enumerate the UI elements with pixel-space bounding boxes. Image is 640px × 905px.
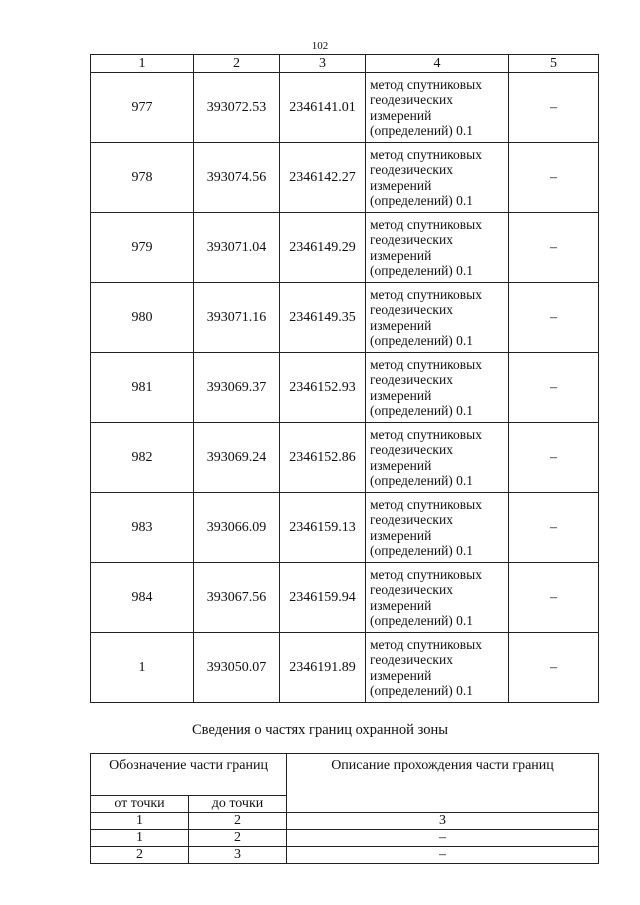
- designation-header: Обозначение части границ: [91, 754, 287, 796]
- method-line: геодезических: [370, 162, 453, 177]
- method-line: измерений: [370, 527, 432, 543]
- description-cell: –: [287, 830, 599, 847]
- from-point-cell: 2: [91, 847, 189, 864]
- coordinate-row: [91, 283, 599, 353]
- description-cell: –: [287, 847, 599, 864]
- x-coordinate-cell: 393071.04: [194, 213, 280, 283]
- method-description-cell: [366, 353, 509, 423]
- coordinate-row: [91, 213, 599, 283]
- x-coordinate-cell: 393069.37: [194, 353, 280, 423]
- method-line: метод спутниковых: [370, 216, 482, 232]
- method-line: (определений) 0.1: [370, 543, 474, 558]
- to-point-cell: 3: [189, 847, 287, 864]
- method-line: геодезических: [370, 582, 453, 597]
- coordinate-row: [91, 73, 599, 143]
- parts-header-row: [91, 754, 599, 796]
- y-coordinate-cell: 2346159.13: [280, 493, 366, 563]
- method-line: измерений: [370, 107, 432, 123]
- method-line: геодезических: [370, 372, 453, 387]
- method-line: (определений) 0.1: [370, 193, 474, 208]
- note-cell: –: [509, 73, 599, 143]
- method-description-cell: [366, 633, 509, 703]
- description-header: Описание прохождения части границ: [287, 754, 599, 813]
- note-cell: –: [509, 353, 599, 423]
- from-point-cell: 1: [91, 830, 189, 847]
- method-line: измерений: [370, 247, 432, 263]
- method-line: геодезических: [370, 442, 453, 457]
- method-line: метод спутниковых: [370, 426, 482, 442]
- method-description-cell: [366, 143, 509, 213]
- method-line: метод спутниковых: [370, 496, 482, 512]
- method-line: измерений: [370, 177, 432, 193]
- method-line: (определений) 0.1: [370, 473, 474, 488]
- x-coordinate-cell: 393071.16: [194, 283, 280, 353]
- method-description-cell: [366, 493, 509, 563]
- method-line: метод спутниковых: [370, 146, 482, 162]
- method-line: (определений) 0.1: [370, 403, 474, 418]
- method-line: метод спутниковых: [370, 566, 482, 582]
- method-description-cell: [366, 73, 509, 143]
- coordinate-row: [91, 423, 599, 493]
- method-line: измерений: [370, 317, 432, 333]
- note-cell: –: [509, 563, 599, 633]
- section-caption: Сведения о частях границ охранной зоны: [192, 722, 448, 738]
- method-line: измерений: [370, 597, 432, 613]
- method-line: геодезических: [370, 302, 453, 317]
- method-line: измерений: [370, 387, 432, 403]
- note-cell: –: [509, 493, 599, 563]
- method-line: (определений) 0.1: [370, 683, 474, 698]
- method-line: геодезических: [370, 512, 453, 527]
- point-number-cell: 978: [91, 143, 194, 213]
- y-coordinate-cell: 2346152.86: [280, 423, 366, 493]
- coordinate-row: [91, 563, 599, 633]
- method-line: геодезических: [370, 652, 453, 667]
- point-number-cell: 983: [91, 493, 194, 563]
- point-number-cell: 981: [91, 353, 194, 423]
- note-cell: –: [509, 213, 599, 283]
- method-line: (определений) 0.1: [370, 333, 474, 348]
- column-header-5: 5: [509, 55, 599, 73]
- y-coordinate-cell: 2346149.29: [280, 213, 366, 283]
- to-point-header: до точки: [189, 796, 287, 813]
- method-line: метод спутниковых: [370, 636, 482, 652]
- coordinate-row: [91, 633, 599, 703]
- point-number-cell: 979: [91, 213, 194, 283]
- y-coordinate-cell: 2346152.93: [280, 353, 366, 423]
- y-coordinate-cell: 2346191.89: [280, 633, 366, 703]
- point-number-cell: 984: [91, 563, 194, 633]
- y-coordinate-cell: 2346149.35: [280, 283, 366, 353]
- point-number-cell: 1: [91, 633, 194, 703]
- method-line: (определений) 0.1: [370, 123, 474, 138]
- y-coordinate-cell: 2346159.94: [280, 563, 366, 633]
- note-cell: –: [509, 143, 599, 213]
- to-point-cell: 2: [189, 830, 287, 847]
- point-number-cell: 982: [91, 423, 194, 493]
- method-line: (определений) 0.1: [370, 613, 474, 628]
- x-coordinate-cell: 393050.07: [194, 633, 280, 703]
- column-header-1: 1: [91, 55, 194, 73]
- x-coordinate-cell: 393074.56: [194, 143, 280, 213]
- point-number-cell: 980: [91, 283, 194, 353]
- note-cell: –: [509, 633, 599, 703]
- coordinates-table: [90, 54, 599, 703]
- note-cell: –: [509, 283, 599, 353]
- method-description-cell: [366, 213, 509, 283]
- from-point-header: от точки: [91, 796, 189, 813]
- parts-row: [91, 813, 599, 830]
- method-description-cell: [366, 423, 509, 493]
- boundary-parts-table: [90, 753, 599, 864]
- to-point-cell: 2: [189, 813, 287, 830]
- coordinate-row: [91, 353, 599, 423]
- method-line: геодезических: [370, 232, 453, 247]
- method-description-cell: [366, 283, 509, 353]
- y-coordinate-cell: 2346141.01: [280, 73, 366, 143]
- x-coordinate-cell: 393072.53: [194, 73, 280, 143]
- method-line: измерений: [370, 457, 432, 473]
- parts-row: [91, 830, 599, 847]
- column-header-3: 3: [280, 55, 366, 73]
- method-line: метод спутниковых: [370, 286, 482, 302]
- point-number-cell: 977: [91, 73, 194, 143]
- method-line: метод спутниковых: [370, 76, 482, 92]
- x-coordinate-cell: 393066.09: [194, 493, 280, 563]
- coordinate-row: [91, 143, 599, 213]
- note-cell: –: [509, 423, 599, 493]
- y-coordinate-cell: 2346142.27: [280, 143, 366, 213]
- coordinate-row: [91, 493, 599, 563]
- parts-row: [91, 847, 599, 864]
- description-cell: 3: [287, 813, 599, 830]
- method-line: измерений: [370, 667, 432, 683]
- page-number: 102: [311, 40, 329, 52]
- x-coordinate-cell: 393067.56: [194, 563, 280, 633]
- x-coordinate-cell: 393069.24: [194, 423, 280, 493]
- column-header-4: 4: [366, 55, 509, 73]
- method-line: геодезических: [370, 92, 453, 107]
- method-line: метод спутниковых: [370, 356, 482, 372]
- method-line: (определений) 0.1: [370, 263, 474, 278]
- method-description-cell: [366, 563, 509, 633]
- from-point-cell: 1: [91, 813, 189, 830]
- coordinates-header-row: [91, 55, 599, 73]
- column-header-2: 2: [194, 55, 280, 73]
